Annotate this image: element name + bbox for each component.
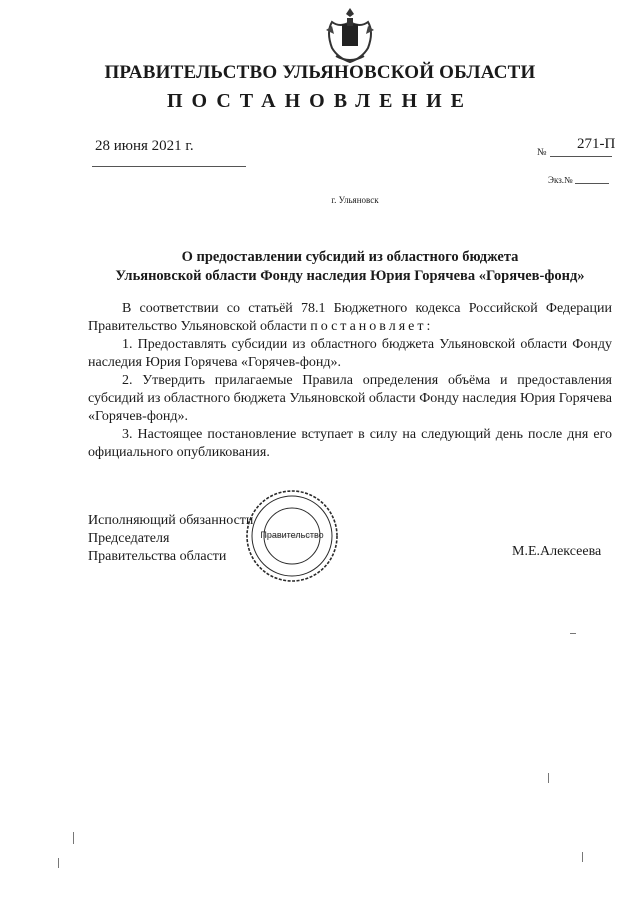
official-seal-stamp [244, 488, 340, 584]
city-label: г. Ульяновск [331, 195, 379, 205]
signatory-name: М.Е.Алексеева [512, 544, 602, 559]
intro-text: В соответствии со статьёй 78.1 Бюджетного кодекса Российской Федерации Правительство Ульяновской области [88, 301, 612, 334]
decree-number: 271-П [577, 136, 616, 152]
coat-of-arms-icon [318, 4, 382, 68]
copy-number-underline [575, 183, 609, 184]
number-label: № [537, 147, 547, 158]
date-underline [92, 166, 246, 167]
intro-paragraph [88, 300, 612, 336]
subject-line-2: Ульяновской области Фонду наследия Юрия Горячева «Горячев-фонд» [115, 268, 585, 284]
document-type-title: ПОСТАНОВЛЕНИЕ [167, 90, 473, 112]
subject-line-1: О предоставлении субсидий из областного бюджета [181, 249, 519, 265]
decree-date: 28 июня 2021 г. [95, 138, 194, 154]
copy-number-label: Экз.№ [548, 175, 573, 185]
body-item-1: 1. Предоставлять субсидии из областного бюджета Ульяновской области Фонду наследия Юрия Горячева «Горячев-фонд». [88, 337, 612, 370]
body-item-3: 3. Настоящее постановление вступает в силу на следующий день после дня его официального опубликования. [88, 427, 612, 460]
signatory-position [88, 512, 253, 566]
intro-verb: постановляет: [310, 319, 434, 334]
scan-mark [548, 773, 549, 783]
signatory-position-line-2: Председателя [88, 531, 170, 546]
scan-mark [58, 858, 59, 868]
scan-mark [73, 832, 74, 844]
signatory-position-line-1: Исполняющий обязанности [88, 513, 254, 528]
scan-mark [582, 852, 583, 862]
body-item-2: 2. Утвердить прилагаемые Правила определения объёма и предоставления субсидий из областного бюджета Ульяновской области Фонду наследия Юрия Горячева «Горячев-фонд». [88, 373, 612, 424]
decree-subject [70, 248, 630, 286]
svg-text:Правительство: Правительство [260, 530, 324, 540]
number-underline [550, 156, 612, 157]
scan-mark [570, 633, 576, 634]
decree-body [88, 300, 612, 462]
signatory-position-line-3: Правительства области [88, 549, 227, 564]
government-title: ПРАВИТЕЛЬСТВО УЛЬЯНОВСКОЙ ОБЛАСТИ [104, 62, 536, 83]
